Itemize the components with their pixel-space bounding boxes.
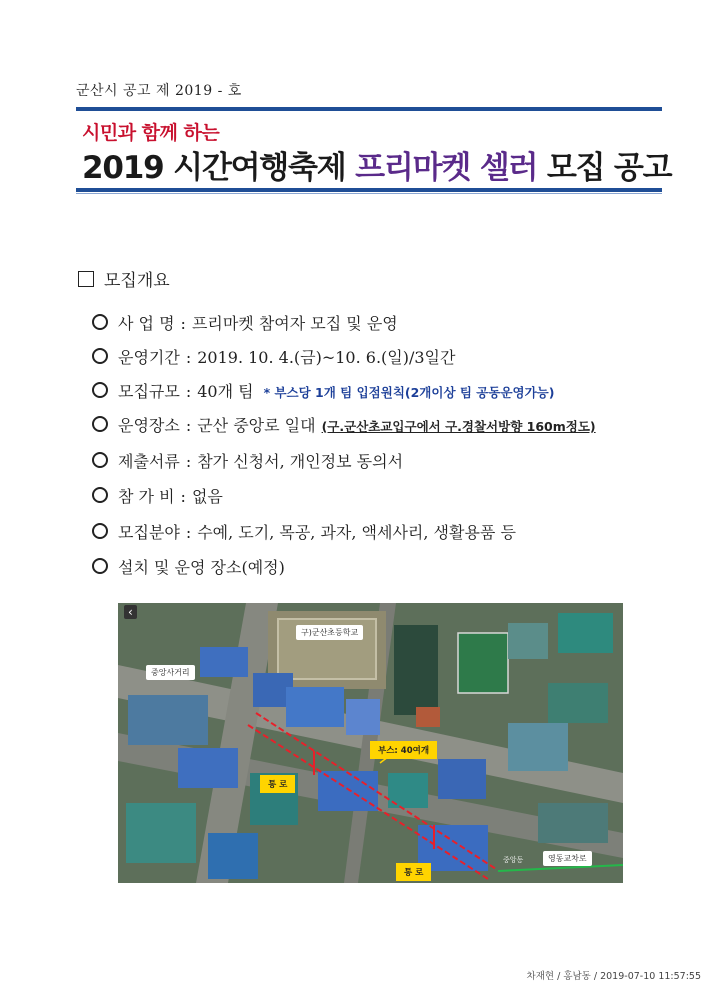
item-label: 운영기간 <box>118 348 180 367</box>
back-arrow-icon: ‹ <box>124 605 137 619</box>
item-value: 40개 팀 <box>197 382 254 401</box>
list-item-fee <box>92 484 223 507</box>
header-rule-thin <box>76 193 662 194</box>
header-rule-bottom <box>76 188 662 192</box>
item-label: 설치 및 운영 장소(예정) <box>118 558 285 577</box>
notice-number: 군산시 공고 제 2019 - 호 <box>76 83 242 99</box>
circle-bullet-icon <box>92 452 108 468</box>
item-value: 없음 <box>191 487 223 506</box>
location-map <box>118 603 623 883</box>
map-label-school: 구)군산초등학교 <box>296 625 363 640</box>
circle-bullet-icon <box>92 348 108 364</box>
list-item-site <box>92 555 285 578</box>
item-separator: : <box>185 523 192 542</box>
section-heading <box>78 266 170 291</box>
item-value: 2019. 10. 4.(금)~10. 6.(일)/3일간 <box>197 348 456 367</box>
item-label: 모집규모 <box>118 382 180 401</box>
item-separator: : <box>185 382 192 401</box>
item-value: 참가 신청서, 개인정보 동의서 <box>197 452 404 471</box>
map-label-booths: 부스: 40여개 <box>370 741 437 759</box>
map-label-passage-1: 통 로 <box>260 775 295 793</box>
circle-bullet-icon <box>92 558 108 574</box>
item-label: 제출서류 <box>118 452 180 471</box>
section-heading-text: 모집개요 <box>104 271 170 291</box>
item-value: 군산 중앙로 일대 <box>197 416 316 435</box>
list-item-venue <box>92 413 596 436</box>
map-label-street: 중앙동 <box>503 856 524 864</box>
list-item-categories <box>92 520 516 543</box>
item-note: (구.군산초교입구에서 구.경찰서방향 160m정도) <box>321 419 596 434</box>
circle-bullet-icon <box>92 523 108 539</box>
list-item-period <box>92 345 455 368</box>
header-rule-top <box>76 107 662 111</box>
item-label: 사 업 명 <box>118 314 175 333</box>
title-prefix: 2019 시간여행축제 <box>82 150 346 186</box>
circle-bullet-icon <box>92 487 108 503</box>
map-label-passage-2: 통 로 <box>396 863 431 881</box>
item-label: 운영장소 <box>118 416 180 435</box>
item-separator: : <box>180 314 186 333</box>
map-label-intersection: 영동교차로 <box>543 851 592 866</box>
circle-bullet-icon <box>92 416 108 432</box>
item-note: * 부스당 1개 팀 입점원칙(2개이상 팀 공동운영가능) <box>263 385 555 400</box>
item-separator: : <box>185 416 192 435</box>
item-value: 프리마켓 참여자 모집 및 운영 <box>191 314 398 333</box>
item-separator: : <box>185 348 192 367</box>
list-item-scale <box>92 379 554 402</box>
item-label: 참 가 비 <box>118 487 175 506</box>
square-box-icon <box>78 271 94 287</box>
item-value: 수예, 도기, 목공, 과자, 액세사리, 생활용품 등 <box>197 523 516 542</box>
title-suffix: 모집 공고 <box>546 150 672 186</box>
footer-stamp: 차재현 / 홍남동 / 2019-07-10 11:57:55 <box>526 971 701 982</box>
header-subtitle: 시민과 함께 하는 <box>82 122 220 144</box>
page-title <box>82 142 671 187</box>
circle-bullet-icon <box>92 382 108 398</box>
circle-bullet-icon <box>92 314 108 330</box>
item-separator: : <box>185 452 192 471</box>
map-label-crossroad: 중앙사거리 <box>146 665 195 680</box>
title-highlight: 프리마켓 셀러 <box>355 150 538 186</box>
list-item-documents <box>92 449 403 472</box>
list-item-project-name <box>92 311 398 334</box>
item-label: 모집분야 <box>118 523 180 542</box>
item-separator: : <box>180 487 186 506</box>
